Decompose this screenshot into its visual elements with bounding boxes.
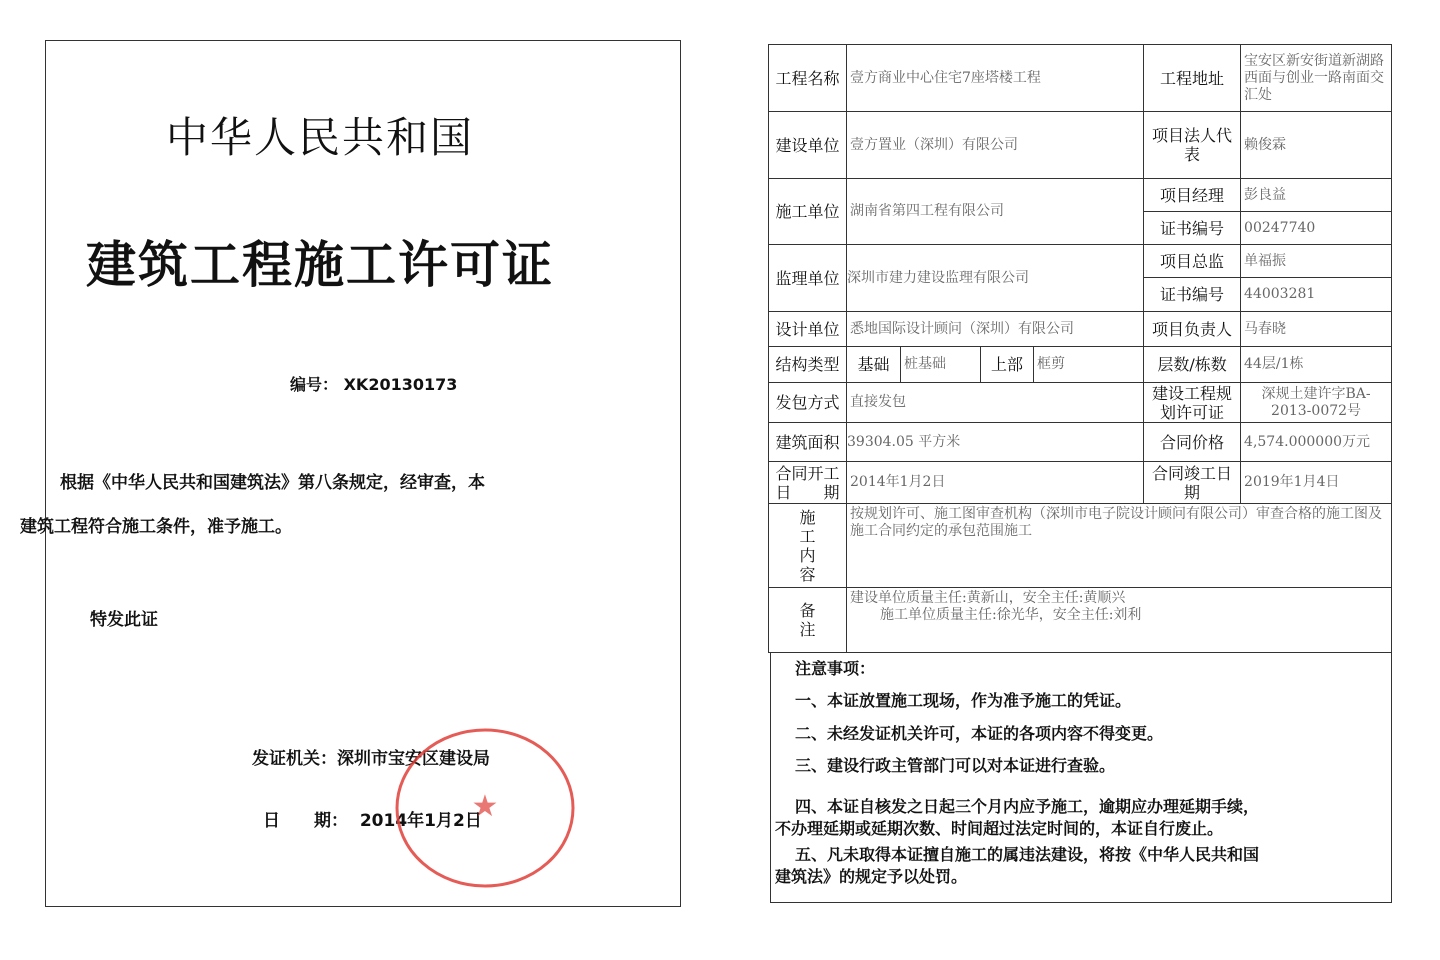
issuer-label: 发证机关：: [252, 749, 337, 769]
remarks-label: 备注: [769, 588, 847, 653]
start-label: 合同开工日 期: [769, 462, 847, 504]
note-2: 二、未经发证机关许可，本证的各项内容不得变更。: [795, 724, 1164, 743]
note-5a: 五、凡未取得本证擅自施工的属违法建设，将按《中华人民共和国: [795, 845, 1260, 864]
body-line-1: 根据《中华人民共和国建筑法》第八条规定，经审查，本: [60, 473, 485, 493]
price: 4,574.000000万元: [1241, 423, 1392, 462]
designer-label: 设计单位: [769, 312, 847, 347]
notes-box: [770, 652, 1392, 903]
lead: 马春晓: [1241, 312, 1392, 347]
legal-rep: 赖俊霖: [1241, 112, 1392, 179]
price-label: 合同价格: [1144, 423, 1241, 462]
area-label: 建筑面积: [769, 423, 847, 462]
note-5b: 建筑法》的规定予以处罚。: [775, 867, 968, 886]
pm-label: 项目经理: [1144, 179, 1241, 212]
legal-rep-label: 项目法人代表: [1144, 112, 1241, 179]
permit-details-table: [768, 44, 1392, 653]
notes-title: 注意事项：: [795, 659, 876, 678]
pm-cert: 00247740: [1241, 212, 1392, 245]
supervisor: 深圳市建力建设监理有限公司: [847, 245, 1144, 312]
planning-label: 建设工程规划许可证: [1144, 383, 1241, 423]
end-date: 2019年1月4日: [1241, 462, 1392, 504]
issuer-value: 深圳市宝安区建设局: [337, 749, 490, 769]
area: 39304.05 平方米: [847, 423, 1144, 462]
note-1: 一、本证放置施工现场，作为准予施工的凭证。: [795, 691, 1132, 710]
pm-cert-label: 证书编号: [1144, 212, 1241, 245]
note-4b: 不办理延期或延期次数、时间超过法定时间的，本证自行废止。: [775, 819, 1224, 838]
contractor: 湖南省第四工程有限公司: [847, 179, 1144, 245]
country-name: 中华人民共和国: [165, 113, 474, 162]
project-name-label: 工程名称: [769, 45, 847, 112]
chief: 单福振: [1241, 245, 1392, 278]
address-label: 工程地址: [1144, 45, 1241, 112]
special-issue: 特发此证: [90, 610, 158, 630]
remarks-line-2: 施工单位质量主任:徐光华，安全主任:刘利: [880, 607, 1142, 623]
body-line-2: 建筑工程符合施工条件，准予施工。: [20, 517, 292, 537]
address: 宝安区新安街道新湖路西面与创业一路南面交汇处: [1241, 45, 1392, 112]
pm: 彭良益: [1241, 179, 1392, 212]
number-value: XK20130173: [343, 375, 458, 394]
note-3: 三、建设行政主管部门可以对本证进行查验。: [795, 756, 1116, 775]
svg-text:★: ★: [471, 789, 499, 824]
project-name: 壹方商业中心住宅7座塔楼工程: [847, 45, 1144, 112]
chief-label: 项目总监: [1144, 245, 1241, 278]
contractor-label: 施工单位: [769, 179, 847, 245]
structure-label: 结构类型: [769, 347, 847, 383]
contract-mode: 直接发包: [847, 383, 1144, 423]
contract-mode-label: 发包方式: [769, 383, 847, 423]
remarks: [847, 588, 1392, 653]
supervisor-label: 监理单位: [769, 245, 847, 312]
upper-label: 上部: [981, 347, 1034, 383]
remarks-line-1: 建设单位质量主任:黄新山，安全主任:黄顺兴: [850, 590, 1126, 606]
chief-cert-label: 证书编号: [1144, 278, 1241, 312]
date-value: 2014年1月2日: [359, 811, 482, 831]
chief-cert: 44003281: [1241, 278, 1392, 312]
end-label: 合同竣工日 期: [1144, 462, 1241, 504]
number-label: 编号：: [290, 375, 339, 394]
upper: 框剪: [1034, 347, 1144, 383]
designer: 悉地国际设计顾问（深圳）有限公司: [847, 312, 1144, 347]
start-date: 2014年1月2日: [847, 462, 1144, 504]
floors-label: 层数/栋数: [1144, 347, 1241, 383]
note-4a: 四、本证自核发之日起三个月内应予施工，逾期应办理延期手续，: [795, 797, 1260, 816]
lead-label: 项目负责人: [1144, 312, 1241, 347]
permit-number: [290, 372, 457, 395]
permit-title: 建筑工程施工许可证: [86, 236, 554, 294]
scope-label: 施工内容: [769, 504, 847, 588]
floors: 44层/1栋: [1241, 347, 1392, 383]
planning: 深规土建许字BA-2013-0072号: [1241, 383, 1392, 423]
scope: 按规划许可、施工图审查机构（深圳市电子院设计顾问有限公司）审查合格的施工图及施工合同约定的承包范围施工: [847, 504, 1392, 588]
builder-label: 建设单位: [769, 112, 847, 179]
date-label: 日 期：: [263, 811, 348, 831]
official-stamp: [385, 718, 580, 898]
foundation-label: 基础: [847, 347, 901, 383]
foundation: 桩基础: [901, 347, 981, 383]
builder: 壹方置业（深圳）有限公司: [847, 112, 1144, 179]
